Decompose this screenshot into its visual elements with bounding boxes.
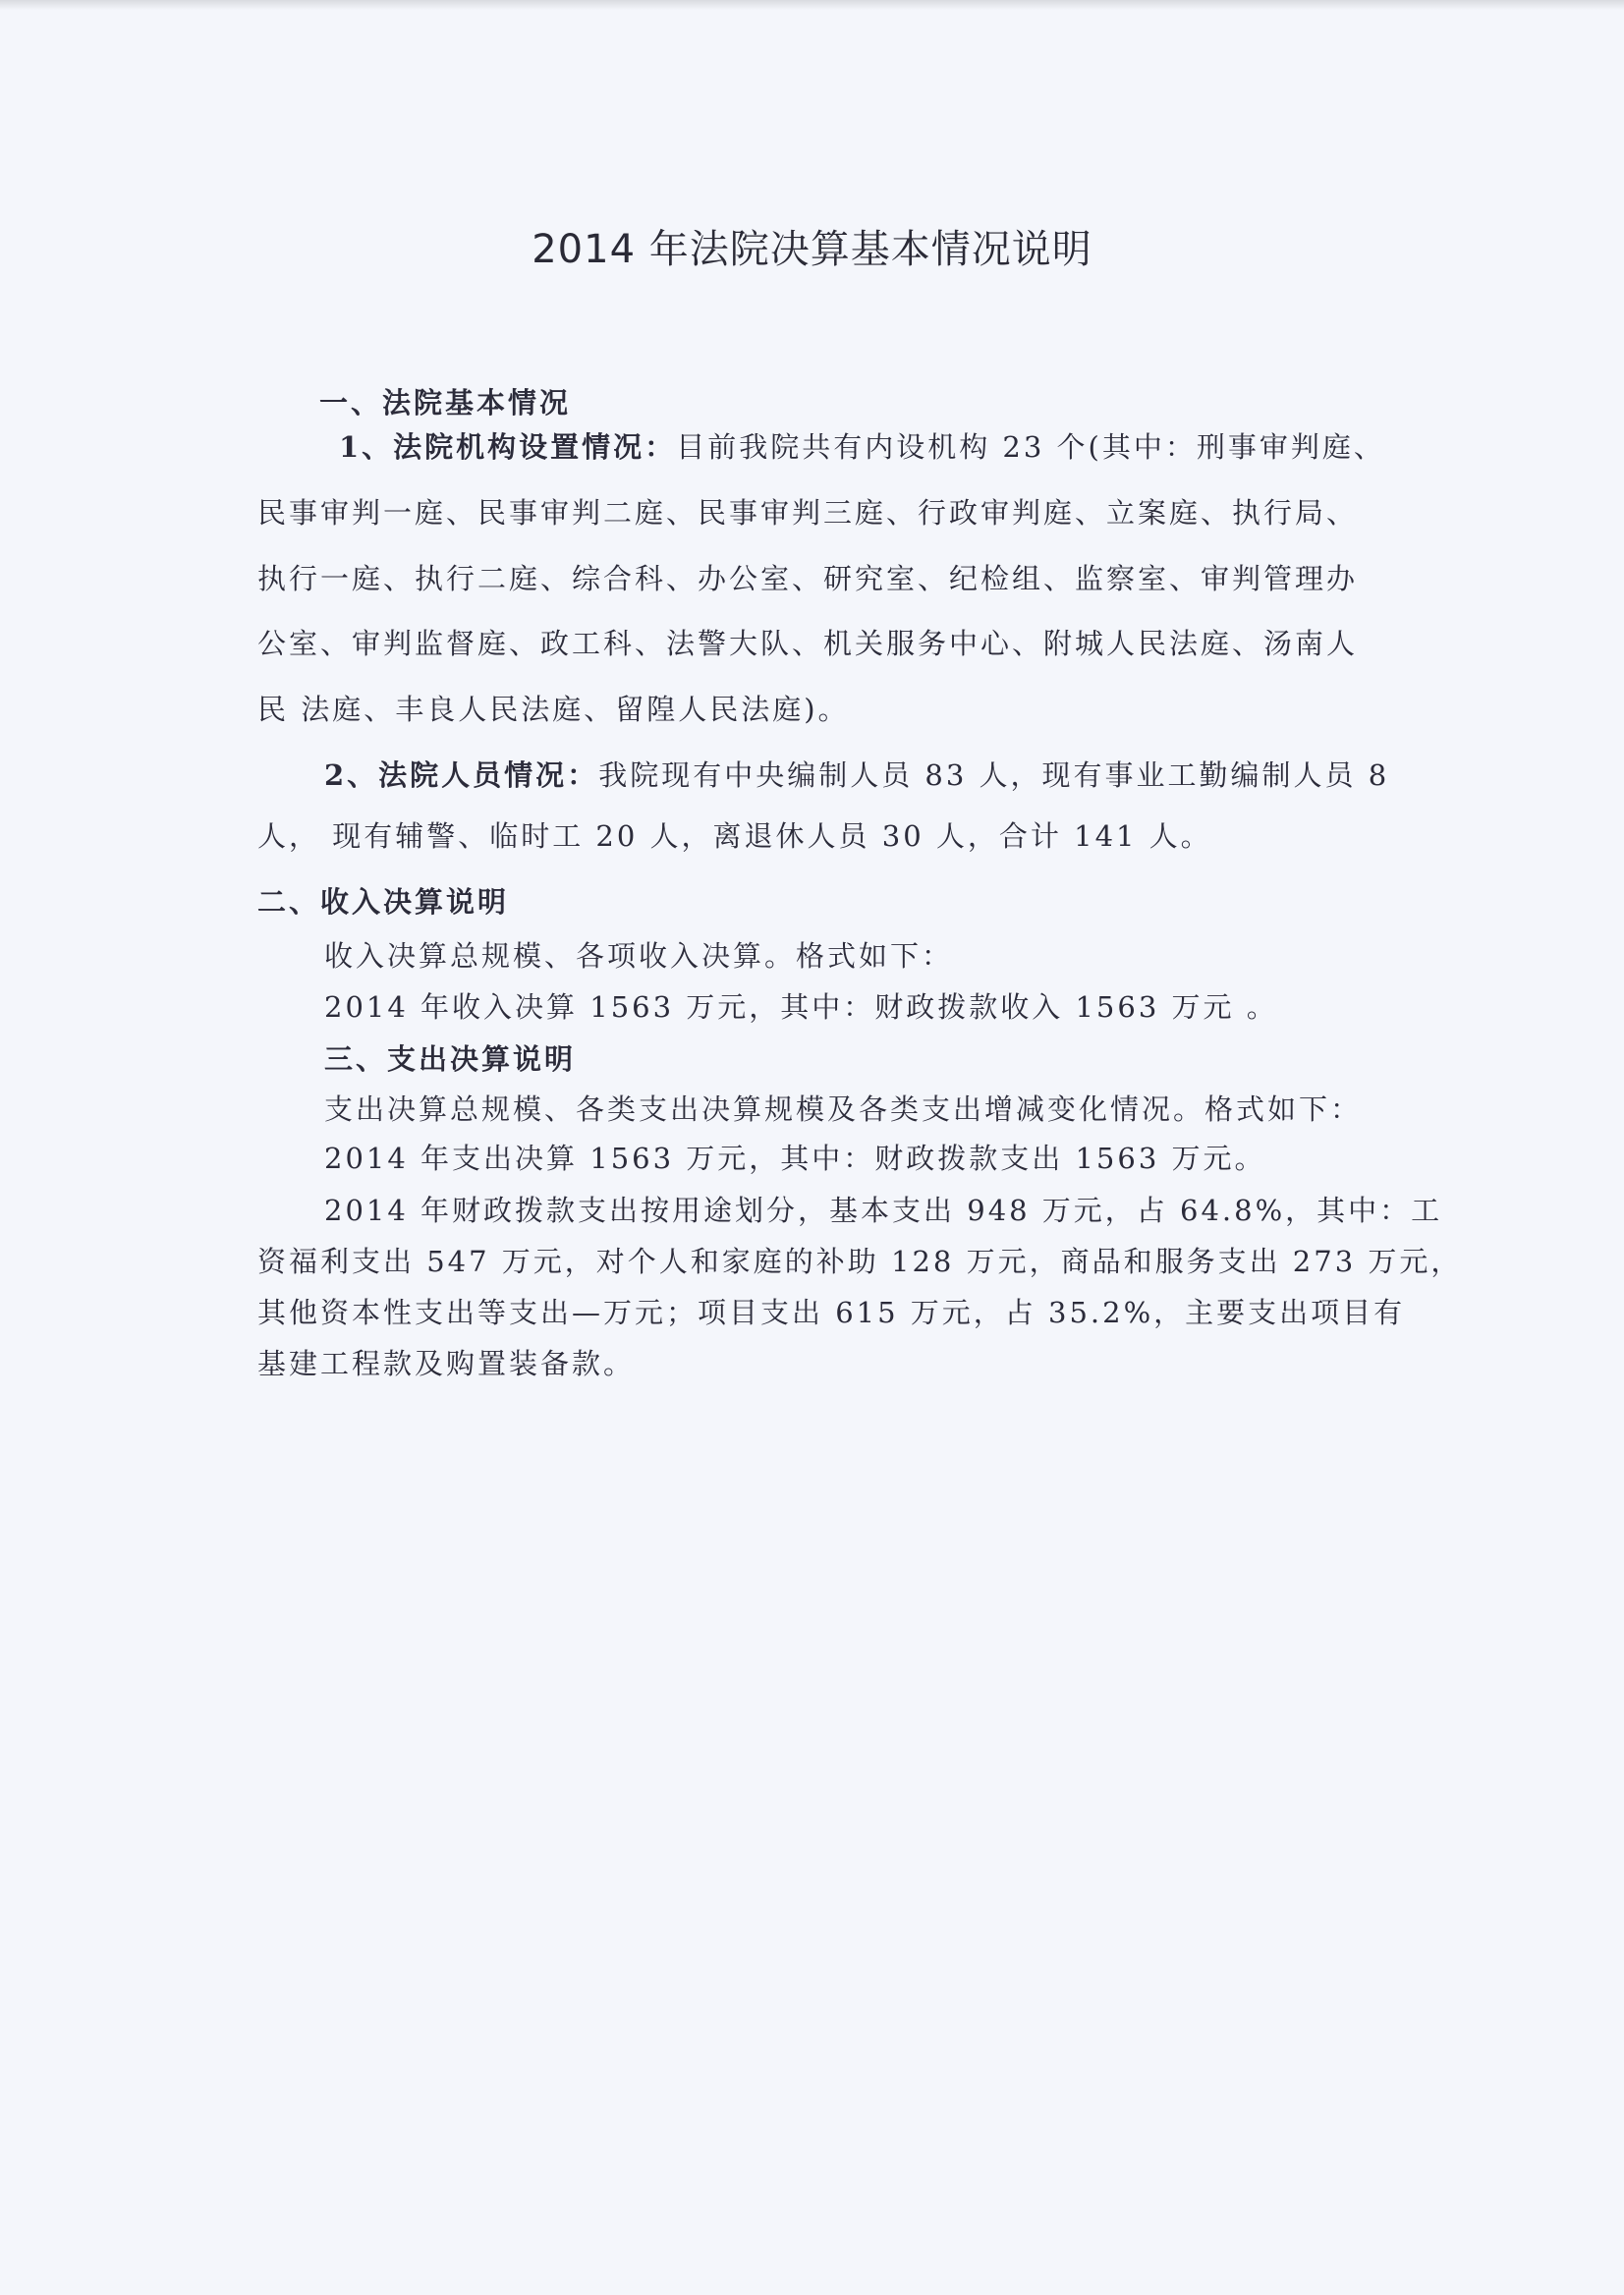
section-3-heading: 三、支出决算说明 [324, 1042, 577, 1076]
section-3-paragraph-line-1: 2014 年财政拨款支出按用途划分，基本支出 948 万元，占 64.8%，其中：工 [324, 1194, 1443, 1227]
section-3-paragraph-line-3: 其他资本性支出等支出—万元；项目支出 615 万元，占 35.2%，主要支出项目有 [257, 1296, 1406, 1329]
section-1-item-2-line-2: 人， 现有辅警、临时工 20 人，离退休人员 30 人，合计 141 人。 [257, 819, 1212, 853]
section-2-line-2: 2014 年收入决算 1563 万元，其中：财政拨款收入 1563 万元 。 [324, 990, 1278, 1024]
section-2-line-1: 收入决算总规模、各项收入决算。格式如下： [324, 939, 954, 973]
section-3-paragraph-line-2: 资福利支出 547 万元，对个人和家庭的补助 128 万元，商品和服务支出 273 万元， [257, 1245, 1463, 1278]
scan-edge [0, 0, 1624, 10]
section-1-item-1-line-4: 公室、审判监督庭、政工科、法警大队、机关服务中心、附城人民法庭、汤南人 [257, 627, 1359, 660]
section-2-heading: 二、收入决算说明 [257, 885, 510, 919]
section-1-item-1-line-5: 民 法庭、丰良人民法庭、留隍人民法庭)。 [257, 693, 850, 726]
document-title: 2014 年法院决算基本情况说明 [532, 227, 1092, 272]
item-2-text: 我院现有中央编制人员 83 人，现有事业工勤编制人员 8 [598, 758, 1390, 792]
section-1-item-2-first-line [324, 754, 1389, 794]
section-3-paragraph-line-4: 基建工程款及购置装备款。 [257, 1347, 636, 1380]
item-2-label: 2、法院人员情况： [324, 758, 599, 792]
item-1-text: 目前我院共有内设机构 23 个(其中：刑事审判庭、 [676, 430, 1385, 464]
item-1-label: 1、法院机构设置情况： [339, 430, 677, 464]
section-1-item-1-line-3: 执行一庭、执行二庭、综合科、办公室、研究室、纪检组、监察室、审判管理办 [257, 562, 1359, 595]
section-3-line-2: 2014 年支出决算 1563 万元，其中：财政拨款支出 1563 万元。 [324, 1142, 1266, 1175]
section-1-item-1-line-2: 民事审判一庭、民事审判二庭、民事审判三庭、行政审判庭、立案庭、执行局、 [257, 496, 1359, 530]
section-3-line-1: 支出决算总规模、各类支出决算规模及各类支出增减变化情况。格式如下： [324, 1092, 1363, 1126]
section-1-heading: 一、法院基本情况 [319, 386, 572, 420]
section-1-item-1-first-line [339, 425, 1385, 466]
